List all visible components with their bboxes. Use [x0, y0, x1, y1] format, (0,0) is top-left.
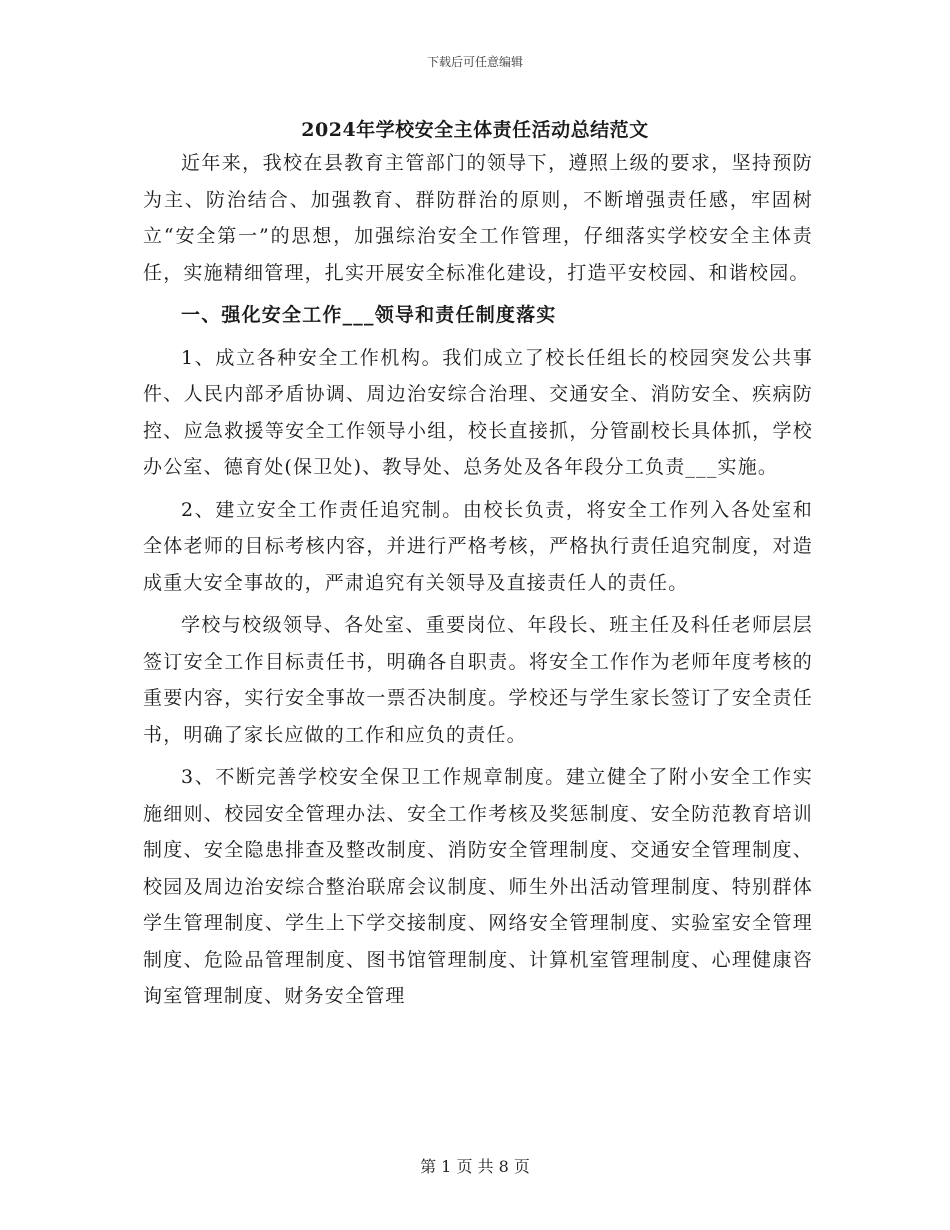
paragraph-intro: 近年来，我校在县教育主管部门的领导下，遵照上级的要求，坚持预防为主、防治结合、加强教育、群防群治的原则，不断增强责任感，牢固树立“安全第一”的思想，加强综治安全工作管理，仔细落实学校安全主体责任，实施精细管理，扎实开展安全标准化建设，打造平安校园、和谐校园。 [143, 152, 813, 284]
paragraph-responsibility: 学校与校级领导、各处室、重要岗位、年段长、班主任及科任老师层层签订安全工作目标责任书，明确各自职责。将安全工作作为老师年度考核的重要内容，实行安全事故一票否决制度。学校还与学生家长签订了安全责任书，明确了家长应做的工作和应负的责任。 [143, 614, 813, 746]
header-note: 下载后可任意编辑 [426, 55, 523, 69]
section-heading-1: 一、强化安全工作___领导和责任制度落实 [181, 304, 557, 326]
paragraph-item-1: 1、成立各种安全工作机构。我们成立了校长任组长的校园突发公共事件、人民内部矛盾协调、周边治安综合治理、交通安全、消防安全、疾病防控、应急救援等安全工作领导小组，校长直接抓，分管副校长具体抓，学校办公室、德育处(保卫处)、教导处、总务处及各年段分工负责___实施。 [143, 346, 813, 478]
paragraph-item-2: 2、建立安全工作责任追究制。由校长负责，将安全工作列入各处室和全体老师的目标考核内容，并进行严格考核，严格执行责任追究制度，对造成重大安全事故的，严肃追究有关领导及直接责任人的责任。 [143, 498, 813, 594]
document-body [143, 145, 813, 1015]
page-footer: 第 1 页 共 8 页 [420, 1157, 530, 1176]
paragraph-item-3: 3、不断完善学校安全保卫工作规章制度。建立健全了附小安全工作实施细则、校园安全管理办法、安全工作考核及奖惩制度、安全防范教育培训制度、安全隐患排查及整改制度、消防安全管理制度、交通安全管理制度、校园及周边治安综合整治联席会议制度、师生外出活动管理制度、特别群体学生管理制度、学生上下学交接制度、网络安全管理制度、实验室安全管理制度、危险品管理制度、图书馆管理制度、计算机室管理制度、心理健康咨询室管理制度、财务安全管理 [143, 766, 813, 1007]
document-title: 2024年学校安全主体责任活动总结范文 [301, 119, 649, 141]
